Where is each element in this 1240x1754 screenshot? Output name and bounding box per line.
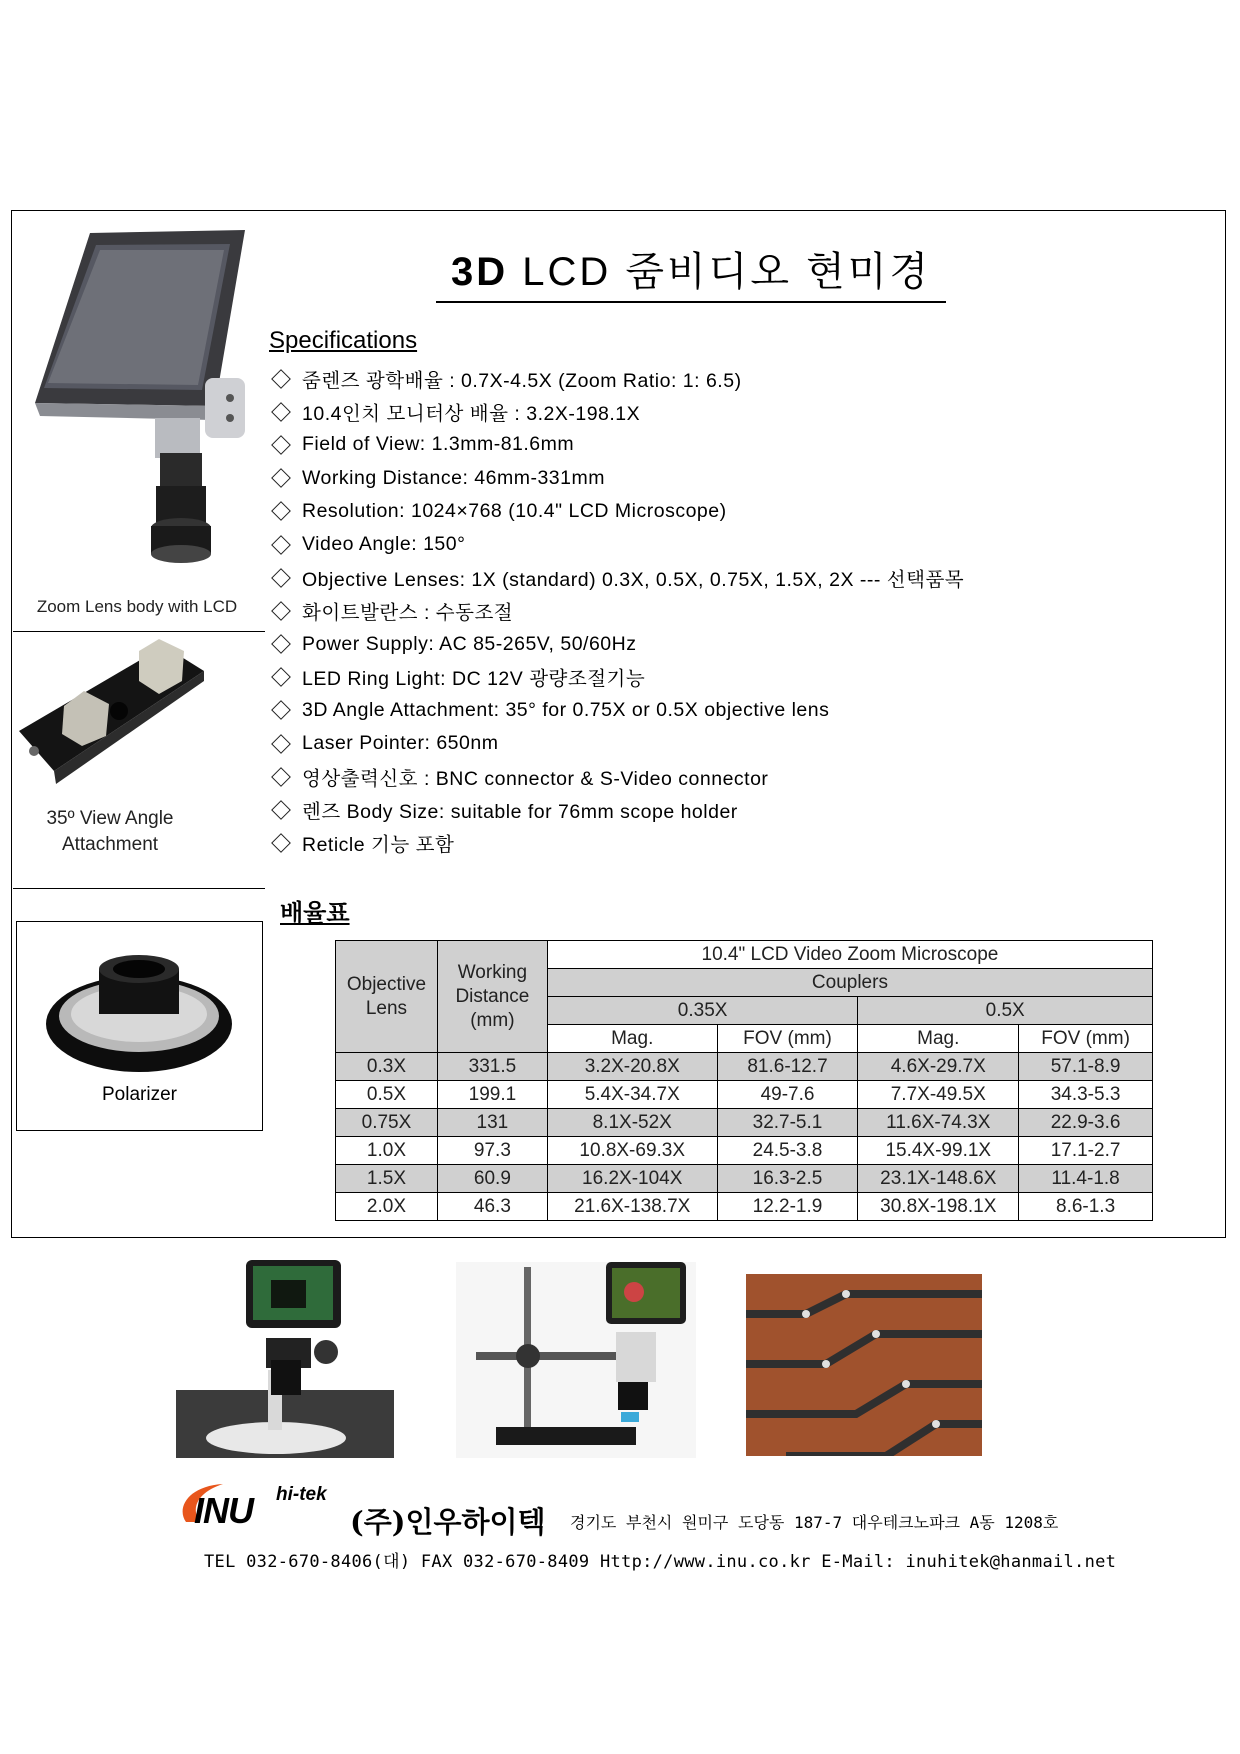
table-cell: 131 [437, 1109, 547, 1137]
table-cell: 10.8X-69.3X [547, 1137, 717, 1165]
table-cell: 8.1X-52X [547, 1109, 717, 1137]
table-cell: 60.9 [437, 1165, 547, 1193]
company-contact: TEL 032-670-8406(대) FAX 032-670-8409 Http://www.inu.co.kr E-Mail: inuhitek@hanmail.net [204, 1552, 1117, 1572]
table-cell: 21.6X-138.7X [547, 1193, 717, 1221]
table-cell: 34.3-5.3 [1019, 1081, 1153, 1109]
spec-item: Power Supply: AC 85-265V, 50/60Hz [269, 628, 964, 661]
header-coupler-05: 0.5X [858, 997, 1153, 1025]
table-cell: 49-7.6 [717, 1081, 858, 1109]
spec-item: LED Ring Light: DC 12V 광량조절기능 [269, 661, 964, 694]
diamond-bullet-icon [271, 634, 291, 654]
table-cell: 97.3 [437, 1137, 547, 1165]
header-objective-lens: Objective Lens [336, 941, 438, 1053]
table-cell: 8.6-1.3 [1019, 1193, 1153, 1221]
table-cell: 2.0X [336, 1193, 438, 1221]
sidebar-divider-2 [13, 888, 265, 889]
diamond-bullet-icon [271, 402, 291, 422]
table-cell: 81.6-12.7 [717, 1053, 858, 1081]
table-cell: 22.9-3.6 [1019, 1109, 1153, 1137]
spec-item: Objective Lenses: 1X (standard) 0.3X, 0.5X, 0.75X, 1.5X, 2X --- 선택품목 [269, 561, 964, 594]
table-cell: 24.5-3.8 [717, 1137, 858, 1165]
spec-item: 10.4인치 모니터상 배율 : 3.2X-198.1X [269, 395, 964, 428]
spec-item: Reticle 기능 포함 [269, 827, 964, 860]
header-product: 10.4" LCD Video Zoom Microscope [547, 941, 1152, 969]
header-fov: FOV (mm) [1019, 1025, 1153, 1053]
page-title: 3D LCD 줌비디오 현미경 [436, 240, 946, 303]
table-cell: 17.1-2.7 [1019, 1137, 1153, 1165]
table-cell: 0.75X [336, 1109, 438, 1137]
table-cell: 46.3 [437, 1193, 547, 1221]
spec-item: Resolution: 1024×768 (10.4" LCD Microscope) [269, 495, 964, 528]
caption-polarizer: Polarizer [102, 1084, 177, 1105]
header-mag: Mag. [858, 1025, 1019, 1053]
microscope-stand-photo [176, 1260, 394, 1458]
table-cell: 3.2X-20.8X [547, 1053, 717, 1081]
header-working-distance: Working Distance (mm) [437, 941, 547, 1053]
table-row [336, 1193, 1153, 1221]
table-cell: 32.7-5.1 [717, 1109, 858, 1137]
table-row [336, 1165, 1153, 1193]
spec-item: 영상출력신호 : BNC connector & S-Video connector [269, 760, 964, 793]
table-row [336, 1053, 1153, 1081]
table-cell: 23.1X-148.6X [858, 1165, 1019, 1193]
diamond-bullet-icon [271, 535, 291, 555]
specifications-heading: Specifications [269, 327, 418, 354]
table-cell: 12.2-1.9 [717, 1193, 858, 1221]
table-row [336, 1109, 1153, 1137]
boom-stand-photo [456, 1262, 696, 1458]
diamond-bullet-icon [271, 601, 291, 621]
table-cell: 1.5X [336, 1165, 438, 1193]
table-cell: 15.4X-99.1X [858, 1137, 1019, 1165]
spec-item: Working Distance: 46mm-331mm [269, 462, 964, 495]
table-cell: 1.0X [336, 1137, 438, 1165]
header-mag: Mag. [547, 1025, 717, 1053]
diamond-bullet-icon [271, 833, 291, 853]
specifications-list [269, 362, 964, 860]
table-cell: 0.3X [336, 1053, 438, 1081]
diamond-bullet-icon [271, 468, 291, 488]
angle-attachment-photo [14, 636, 204, 786]
table-cell: 11.6X-74.3X [858, 1109, 1019, 1137]
spec-item: Laser Pointer: 650nm [269, 727, 964, 760]
diamond-bullet-icon [271, 568, 291, 588]
company-name: (주)인우하이텍 [350, 1505, 546, 1539]
table-row [336, 1137, 1153, 1165]
magnification-heading: 배율표 [280, 898, 350, 927]
table-cell: 7.7X-49.5X [858, 1081, 1019, 1109]
polarizer-photo [44, 944, 234, 1074]
zoom-lens-lcd-photo [30, 228, 250, 573]
diamond-bullet-icon [271, 701, 291, 721]
header-couplers: Couplers [547, 969, 1152, 997]
diamond-bullet-icon [271, 767, 291, 787]
magnification-table [335, 940, 1153, 1221]
table-cell: 11.4-1.8 [1019, 1165, 1153, 1193]
diamond-bullet-icon [271, 369, 291, 389]
sidebar-divider [13, 631, 265, 632]
table-cell: 16.2X-104X [547, 1165, 717, 1193]
company-logo: INU hi-tek [178, 1478, 348, 1534]
table-cell: 331.5 [437, 1053, 547, 1081]
diamond-bullet-icon [271, 435, 291, 455]
table-cell: 5.4X-34.7X [547, 1081, 717, 1109]
diamond-bullet-icon [271, 734, 291, 754]
company-address: 경기도 부천시 원미구 도당동 187-7 대우테크노파크 A동 1208호 [570, 1513, 1059, 1532]
header-fov: FOV (mm) [717, 1025, 858, 1053]
spec-item: 렌즈 Body Size: suitable for 76mm scope holder [269, 793, 964, 826]
spec-item: 줌렌즈 광학배율 : 0.7X-4.5X (Zoom Ratio: 1: 6.5) [269, 362, 964, 395]
caption-angle-attachment: 35º View Angle Attachment [46, 808, 174, 855]
spec-item: Video Angle: 150° [269, 528, 964, 561]
table-cell: 57.1-8.9 [1019, 1053, 1153, 1081]
header-coupler-035: 0.35X [547, 997, 858, 1025]
table-cell: 4.6X-29.7X [858, 1053, 1019, 1081]
spec-item: Field of View: 1.3mm-81.6mm [269, 428, 964, 461]
table-cell: 199.1 [437, 1081, 547, 1109]
table-cell: 16.3-2.5 [717, 1165, 858, 1193]
spec-item: 화이트발란스 : 수동조절 [269, 594, 964, 627]
polarizer-box [16, 921, 263, 1131]
caption-zoom-lens: Zoom Lens body with LCD [36, 597, 238, 616]
spec-item: 3D Angle Attachment: 35° for 0.75X or 0.5X objective lens [269, 694, 964, 727]
table-cell: 0.5X [336, 1081, 438, 1109]
diamond-bullet-icon [271, 667, 291, 687]
table-row [336, 1081, 1153, 1109]
diamond-bullet-icon [271, 800, 291, 820]
pcb-sample-photo [746, 1274, 982, 1456]
table-cell: 30.8X-198.1X [858, 1193, 1019, 1221]
diamond-bullet-icon [271, 501, 291, 521]
